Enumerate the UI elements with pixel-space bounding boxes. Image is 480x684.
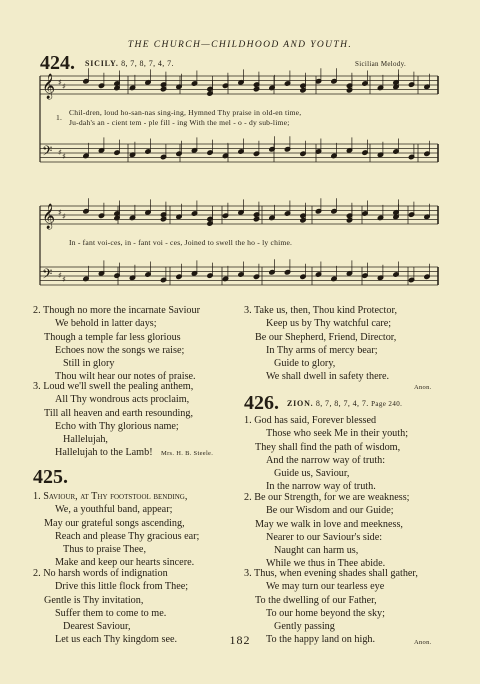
verse-line: We behold in latter days; — [55, 318, 157, 330]
verse-line: May our grateful songs ascending, — [44, 517, 185, 529]
verse-line: Those who seek Me in their youth; — [266, 428, 409, 440]
verse-line: 1. Saviour, at Thy footstool bending, — [33, 491, 188, 502]
verse-line: Hallelujah, — [63, 434, 108, 446]
hymn-424-verse-2 — [33, 304, 200, 384]
verse-line: 3. Loud we'll swell the pealing anthem, — [33, 381, 194, 392]
verse-line: Gently passing — [274, 621, 335, 633]
hymn-424-verse-3 — [33, 380, 193, 460]
lyric-line-1: Chil-dren, loud ho-san-nas sing-ing, Hymned Thy praise in old-en time, — [69, 108, 302, 117]
hymn-426-verse-2 — [244, 491, 410, 571]
hymn-424-attribution: Sicilian Melody. — [355, 60, 407, 68]
music-glyph: ♯ — [58, 148, 62, 157]
tune-name: ZION. — [287, 399, 314, 408]
verse-line: In the narrow way of truth. — [266, 481, 376, 493]
verse-line: All Thy wondrous acts proclaim, — [55, 394, 190, 406]
verse-line: 2. Though no more the incarnate Saviour — [33, 305, 201, 316]
music-glyph: ♯ — [58, 271, 62, 280]
verse-line: Thus to praise Thee, — [63, 544, 146, 556]
hymn-424-author: Mrs. H. B. Steele. — [161, 450, 214, 457]
verse-line: Guide to glory, — [274, 358, 336, 370]
verse-line: Make and keep our hearts sincere. — [55, 557, 195, 569]
verse-line: Echoes now the songs we raise; — [55, 344, 185, 356]
verse-line: Till all heaven and earth resounding, — [44, 407, 194, 419]
hymn-424-verse-4 — [244, 304, 397, 384]
verse-line: Let us each Thy kingdom see. — [55, 634, 178, 646]
music-glyph: ♯ — [62, 82, 66, 91]
verse-line: To the dwelling of our Father, — [255, 594, 377, 606]
verse-line: And the narrow way of truth: — [266, 454, 386, 466]
hymn-426-tune — [287, 399, 402, 408]
verse-line: Be our Shepherd, Friend, Director, — [255, 331, 397, 343]
tune-meter: 8, 7, 8, 7, 4, 7. — [315, 399, 369, 408]
verse-line: Dearest Saviour, — [63, 621, 131, 633]
verse-line: 1. God has said, Forever blessed — [244, 415, 377, 426]
verse-line: We shall dwell in safety there. — [266, 371, 390, 383]
verse-line: Guide us, Saviour, — [274, 468, 350, 480]
running-header: THE CHURCH—CHILDHOOD AND YOUTH. — [127, 40, 353, 50]
hymn-426-number: 426. — [244, 392, 279, 414]
verse-line: Though a temple far less glorious — [44, 331, 181, 343]
page-number: 182 — [229, 633, 251, 647]
lyric-line-3: In - fant voi-ces, in - fant voi - ces, Joined to swell the ho - ly chime. — [69, 238, 293, 247]
music-glyph: ♯ — [62, 152, 66, 161]
hymn-424-number: 424. — [40, 52, 75, 74]
verse-line: They shall find the path of wisdom, — [255, 441, 401, 453]
verse-line: 3. Take us, then, Thou kind Protector, — [244, 305, 397, 316]
music-glyph: ♯ — [62, 275, 66, 284]
verse-line: Hallelujah to the Lamb! — [55, 447, 153, 459]
verse-line: Drive this little flock from Thee; — [55, 581, 189, 593]
music-glyph: ♯ — [58, 208, 62, 217]
verse-line: Be our Wisdom and our Guide; — [266, 505, 394, 517]
lyric-line-2: Ju-dah's an - cient tem - ple fill - ing With the mel - o - dy sub-lime; — [69, 118, 290, 127]
verse-line: Still in glory — [63, 358, 115, 370]
music-glyph: 𝄞 — [42, 74, 56, 99]
verse-line: 2. No harsh words of indignation — [33, 568, 168, 579]
page-reference: Page 240. — [371, 400, 403, 408]
music-glyph: 𝄞 — [42, 204, 56, 229]
verse-line: To the happy land on high. — [266, 634, 376, 646]
verse-line: Thou wilt hear our notes of praise. — [55, 371, 196, 383]
verse-line: We may turn our tearless eye — [266, 581, 385, 593]
verse-line: Nearer to our Saviour's side: — [266, 531, 383, 543]
tune-name: SICILY. — [85, 59, 119, 68]
verse-line: Keep us by Thy watchful care; — [266, 318, 392, 330]
verse-line: Reach and please Thy gracious ear; — [55, 530, 200, 542]
hymn-425-number: 425. — [33, 466, 68, 488]
verse-line: Naught can harm us, — [274, 545, 359, 557]
hymn-425-verse-1 — [33, 490, 199, 570]
music-glyph: ♯ — [58, 78, 62, 87]
anon-attribution: Anon. — [414, 384, 432, 391]
hymn-426-verse-1 — [244, 414, 408, 494]
music-glyph: 𝄢 — [42, 266, 53, 285]
verse-line: To our home beyond the sky; — [266, 607, 385, 619]
verse-line: 3. Thus, when evening shades shall gather, — [244, 568, 418, 579]
tune-meter: 8, 7, 8, 7, 4, 7. — [121, 59, 174, 68]
verse-line: Gentle is Thy invitation, — [44, 594, 144, 606]
music-glyph: 𝄢 — [42, 143, 53, 162]
verse-line: Echo with Thy glorious name; — [55, 420, 179, 432]
verse-line: While we thus in Thee abide. — [266, 558, 386, 570]
verse-line: Suffer them to come to me. — [55, 607, 167, 619]
verse-line: May we walk in love and meekness, — [255, 518, 403, 530]
anon-attribution-426: Anon. — [414, 639, 432, 646]
music-glyph: ♯ — [62, 212, 66, 221]
verse-line: We, a youthful band, appear; — [55, 504, 173, 516]
verse-number-1: 1. — [56, 113, 63, 122]
verse-line: In Thy arms of mercy bear; — [266, 344, 378, 356]
verse-line: 2. Be our Strength, for we are weakness; — [244, 492, 410, 503]
